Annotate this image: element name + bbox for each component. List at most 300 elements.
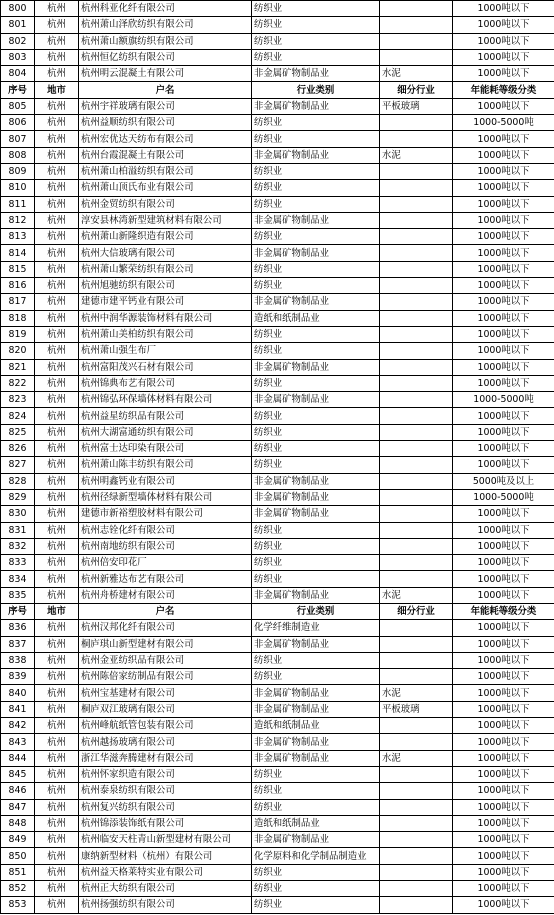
cell-sub-industry: [380, 832, 453, 848]
cell-company-name: 杭州泰泉纺织有限公司: [79, 783, 252, 799]
cell-sub-industry: [380, 864, 453, 880]
cell-city: 杭州: [35, 17, 79, 33]
table-row: [1, 229, 554, 245]
cell-energy-class: 1000吨以下: [453, 147, 554, 163]
cell-sub-industry: [380, 424, 453, 440]
cell-sub-industry: [380, 636, 453, 652]
cell-industry: 化学纤维制造业: [252, 620, 380, 636]
cell-energy-class: 1000吨以下: [453, 49, 554, 65]
cell-energy-class: 1000吨以下: [453, 766, 554, 782]
cell-industry: 纺织业: [252, 441, 380, 457]
cell-industry: 非金属矿物制品业: [252, 294, 380, 310]
cell-city: 杭州: [35, 163, 79, 179]
cell-energy-class: 1000吨以下: [453, 832, 554, 848]
cell-industry: 纺织业: [252, 766, 380, 782]
cell-city: 杭州: [35, 424, 79, 440]
cell-industry: 纺织业: [252, 864, 380, 880]
cell-industry: 非金属矿物制品业: [252, 245, 380, 261]
cell-company-name: 杭州台霞混凝土有限公司: [79, 147, 252, 163]
cell-company-name: 杭州旭驰纺织有限公司: [79, 278, 252, 294]
cell-city: 杭州: [35, 718, 79, 734]
cell-sub-industry: 水泥: [380, 685, 453, 701]
cell-energy-class: 1000吨以下: [453, 815, 554, 831]
cell-industry: 纺织业: [252, 261, 380, 277]
cell-row-number: 809: [1, 163, 35, 179]
cell-sub-industry: 平板玻璃: [380, 98, 453, 114]
cell-company-name: 杭州萧山美柏纺织有限公司: [79, 326, 252, 342]
cell-row-number: 811: [1, 196, 35, 212]
cell-industry: 非金属矿物制品业: [252, 734, 380, 750]
cell-row-number: 830: [1, 506, 35, 522]
cell-city: 杭州: [35, 375, 79, 391]
cell-company-name: 桐庐双江玻璃有限公司: [79, 701, 252, 717]
cell-industry: 非金属矿物制品业: [252, 359, 380, 375]
cell-company-name: 浙江华滋奔腾建材有限公司: [79, 750, 252, 766]
table-row: [1, 718, 554, 734]
cell-energy-class: 1000-5000吨: [453, 489, 554, 505]
table-row: [1, 359, 554, 375]
cell-industry: 非金属矿物制品业: [252, 98, 380, 114]
cell-city: 杭州: [35, 245, 79, 261]
cell-sub-industry: [380, 245, 453, 261]
cell-sub-industry: [380, 1, 453, 17]
cell-row-number: 808: [1, 147, 35, 163]
cell-company-name: 杭州萧山额旗纺织有限公司: [79, 33, 252, 49]
cell-industry: 纺织业: [252, 669, 380, 685]
cell-sub-industry: [380, 408, 453, 424]
table-row: [1, 815, 554, 831]
cell-industry: 纺织业: [252, 783, 380, 799]
cell-row-number: 831: [1, 522, 35, 538]
cell-sub-industry: [380, 33, 453, 49]
cell-sub-industry: [380, 359, 453, 375]
cell-row-number: 848: [1, 815, 35, 831]
cell-company-name: 淳安县林湾新型建筑材料有限公司: [79, 212, 252, 228]
cell-company-name: 杭州正大纺织有限公司: [79, 881, 252, 897]
table-row: [1, 278, 554, 294]
cell-company-name: 杭州锦典布艺有限公司: [79, 375, 252, 391]
cell-sub-industry: [380, 229, 453, 245]
cell-industry: 纺织业: [252, 17, 380, 33]
cell-city: 杭州: [35, 473, 79, 489]
cell-row-number: 815: [1, 261, 35, 277]
table-row: [1, 766, 554, 782]
cell-industry: 纺织业: [252, 196, 380, 212]
cell-company-name: 杭州扬强纺织有限公司: [79, 897, 252, 913]
cell-industry: 非金属矿物制品业: [252, 587, 380, 603]
cell-company-name: 桐庐琪山新型建材有限公司: [79, 636, 252, 652]
table-body: [1, 1, 554, 914]
table-row: [1, 669, 554, 685]
table-row: [1, 538, 554, 554]
cell-industry: 纺织业: [252, 881, 380, 897]
cell-energy-class: 1000吨以下: [453, 261, 554, 277]
table-row: [1, 489, 554, 505]
cell-energy-class: 1000吨以下: [453, 294, 554, 310]
table-row: [1, 1, 554, 17]
header-energy-class: 年能耗等级分类: [453, 82, 554, 98]
cell-sub-industry: [380, 392, 453, 408]
header-city: 地市: [35, 603, 79, 619]
cell-energy-class: 1000吨以下: [453, 424, 554, 440]
cell-city: 杭州: [35, 555, 79, 571]
table-row: [1, 180, 554, 196]
cell-city: 杭州: [35, 229, 79, 245]
cell-company-name: 杭州大信玻璃有限公司: [79, 245, 252, 261]
cell-city: 杭州: [35, 538, 79, 554]
cell-city: 杭州: [35, 131, 79, 147]
cell-row-number: 847: [1, 799, 35, 815]
cell-company-name: 杭州宇祥玻璃有限公司: [79, 98, 252, 114]
cell-sub-industry: [380, 783, 453, 799]
header-city: 地市: [35, 82, 79, 98]
table-row: [1, 652, 554, 668]
table-row: [1, 17, 554, 33]
cell-industry: 纺织业: [252, 424, 380, 440]
cell-energy-class: 1000吨以下: [453, 848, 554, 864]
cell-city: 杭州: [35, 620, 79, 636]
table-row: [1, 343, 554, 359]
cell-company-name: 杭州新雅达布艺有限公司: [79, 571, 252, 587]
cell-company-name: 杭州怀家织造有限公司: [79, 766, 252, 782]
cell-company-name: 杭州临安天柱青山新型建材有限公司: [79, 832, 252, 848]
cell-row-number: 853: [1, 897, 35, 913]
cell-energy-class: 1000吨以下: [453, 326, 554, 342]
cell-energy-class: 1000吨以下: [453, 620, 554, 636]
cell-sub-industry: [380, 115, 453, 131]
header-industry: 行业类别: [252, 603, 380, 619]
cell-sub-industry: 水泥: [380, 587, 453, 603]
cell-city: 杭州: [35, 766, 79, 782]
cell-industry: 纺织业: [252, 799, 380, 815]
table-row: [1, 66, 554, 82]
cell-sub-industry: [380, 766, 453, 782]
cell-city: 杭州: [35, 506, 79, 522]
cell-energy-class: 1000吨以下: [453, 881, 554, 897]
cell-row-number: 843: [1, 734, 35, 750]
cell-row-number: 841: [1, 701, 35, 717]
cell-industry: 纺织业: [252, 375, 380, 391]
cell-energy-class: 1000吨以下: [453, 196, 554, 212]
cell-energy-class: 1000吨以下: [453, 522, 554, 538]
cell-industry: 纺织业: [252, 115, 380, 131]
cell-row-number: 836: [1, 620, 35, 636]
table-row: [1, 261, 554, 277]
cell-industry: 非金属矿物制品业: [252, 701, 380, 717]
cell-company-name: 杭州萧山陈丰纺织有限公司: [79, 457, 252, 473]
table-row: [1, 587, 554, 603]
cell-company-name: 杭州越扬玻璃有限公司: [79, 734, 252, 750]
table-row: [1, 750, 554, 766]
cell-company-name: 杭州锦弘环保墙体材料有限公司: [79, 392, 252, 408]
table-header-row: [1, 82, 554, 98]
cell-city: 杭州: [35, 571, 79, 587]
table-row: [1, 375, 554, 391]
table-row: [1, 701, 554, 717]
table-row: [1, 522, 554, 538]
table-header-row: [1, 603, 554, 619]
cell-sub-industry: 水泥: [380, 147, 453, 163]
cell-sub-industry: [380, 718, 453, 734]
cell-row-number: 817: [1, 294, 35, 310]
cell-row-number: 852: [1, 881, 35, 897]
table-row: [1, 734, 554, 750]
cell-city: 杭州: [35, 685, 79, 701]
cell-company-name: 杭州径绿新型墙体材料有限公司: [79, 489, 252, 505]
cell-sub-industry: [380, 375, 453, 391]
cell-city: 杭州: [35, 98, 79, 114]
cell-sub-industry: [380, 131, 453, 147]
cell-company-name: 杭州富阳茂兴石材有限公司: [79, 359, 252, 375]
cell-industry: 纺织业: [252, 229, 380, 245]
cell-city: 杭州: [35, 294, 79, 310]
cell-city: 杭州: [35, 815, 79, 831]
cell-company-name: 杭州陈倍家纺制品有限公司: [79, 669, 252, 685]
cell-row-number: 822: [1, 375, 35, 391]
cell-industry: 化学原料和化学制品制造业: [252, 848, 380, 864]
cell-energy-class: 1000吨以下: [453, 750, 554, 766]
cell-city: 杭州: [35, 799, 79, 815]
cell-city: 杭州: [35, 441, 79, 457]
cell-row-number: 851: [1, 864, 35, 880]
cell-row-number: 840: [1, 685, 35, 701]
table-row: [1, 506, 554, 522]
cell-industry: 造纸和纸制品业: [252, 815, 380, 831]
cell-row-number: 849: [1, 832, 35, 848]
cell-city: 杭州: [35, 734, 79, 750]
cell-city: 杭州: [35, 848, 79, 864]
cell-sub-industry: [380, 848, 453, 864]
cell-sub-industry: 水泥: [380, 750, 453, 766]
table-row: [1, 897, 554, 913]
header-energy-class: 年能耗等级分类: [453, 603, 554, 619]
cell-energy-class: 5000吨及以上: [453, 473, 554, 489]
cell-company-name: 建德市建平钙业有限公司: [79, 294, 252, 310]
cell-energy-class: 1000吨以下: [453, 98, 554, 114]
cell-city: 杭州: [35, 212, 79, 228]
cell-company-name: 杭州萧山繁荣纺织有限公司: [79, 261, 252, 277]
cell-energy-class: 1000吨以下: [453, 636, 554, 652]
cell-sub-industry: [380, 310, 453, 326]
cell-energy-class: 1000吨以下: [453, 375, 554, 391]
cell-company-name: 杭州萧山顶氏布业有限公司: [79, 180, 252, 196]
cell-company-name: 杭州萧山泽欣纺织有限公司: [79, 17, 252, 33]
cell-row-number: 803: [1, 49, 35, 65]
cell-industry: 纺织业: [252, 555, 380, 571]
cell-company-name: 杭州倍安印花厂: [79, 555, 252, 571]
cell-row-number: 845: [1, 766, 35, 782]
cell-row-number: 828: [1, 473, 35, 489]
cell-row-number: 816: [1, 278, 35, 294]
cell-row-number: 850: [1, 848, 35, 864]
cell-energy-class: 1000吨以下: [453, 587, 554, 603]
cell-company-name: 杭州宝基建材有限公司: [79, 685, 252, 701]
cell-sub-industry: [380, 652, 453, 668]
cell-row-number: 813: [1, 229, 35, 245]
cell-sub-industry: [380, 669, 453, 685]
cell-company-name: 杭州宏优达天纺布有限公司: [79, 131, 252, 147]
cell-company-name: 建德市新裕塑胶材料有限公司: [79, 506, 252, 522]
cell-energy-class: 1000吨以下: [453, 310, 554, 326]
cell-energy-class: 1000吨以下: [453, 718, 554, 734]
cell-company-name: 杭州中润华源装饰材料有限公司: [79, 310, 252, 326]
cell-row-number: 824: [1, 408, 35, 424]
cell-sub-industry: 平板玻璃: [380, 701, 453, 717]
cell-row-number: 820: [1, 343, 35, 359]
table-row: [1, 212, 554, 228]
cell-row-number: 846: [1, 783, 35, 799]
cell-company-name: 杭州富士达印染有限公司: [79, 441, 252, 457]
cell-city: 杭州: [35, 783, 79, 799]
cell-industry: 非金属矿物制品业: [252, 489, 380, 505]
cell-company-name: 杭州萧山柏溢纺织有限公司: [79, 163, 252, 179]
cell-city: 杭州: [35, 261, 79, 277]
cell-city: 杭州: [35, 310, 79, 326]
cell-company-name: 杭州益顺纺织有限公司: [79, 115, 252, 131]
cell-row-number: 819: [1, 326, 35, 342]
cell-row-number: 801: [1, 17, 35, 33]
cell-city: 杭州: [35, 33, 79, 49]
cell-city: 杭州: [35, 897, 79, 913]
cell-sub-industry: [380, 441, 453, 457]
header-row-number: 序号: [1, 603, 35, 619]
cell-city: 杭州: [35, 457, 79, 473]
cell-row-number: 821: [1, 359, 35, 375]
cell-row-number: 818: [1, 310, 35, 326]
cell-energy-class: 1000吨以下: [453, 180, 554, 196]
cell-row-number: 827: [1, 457, 35, 473]
cell-city: 杭州: [35, 326, 79, 342]
cell-energy-class: 1000吨以下: [453, 17, 554, 33]
table-row: [1, 163, 554, 179]
cell-row-number: 842: [1, 718, 35, 734]
cell-energy-class: 1000吨以下: [453, 278, 554, 294]
table-row: [1, 408, 554, 424]
header-sub-industry: 细分行业: [380, 82, 453, 98]
cell-city: 杭州: [35, 66, 79, 82]
cell-company-name: 杭州明云混凝土有限公司: [79, 66, 252, 82]
cell-sub-industry: [380, 522, 453, 538]
cell-row-number: 802: [1, 33, 35, 49]
cell-city: 杭州: [35, 881, 79, 897]
cell-company-name: 杭州益天格莱特实业有限公司: [79, 864, 252, 880]
cell-energy-class: 1000-5000吨: [453, 115, 554, 131]
cell-sub-industry: [380, 538, 453, 554]
cell-industry: 非金属矿物制品业: [252, 212, 380, 228]
cell-row-number: 833: [1, 555, 35, 571]
cell-sub-industry: [380, 261, 453, 277]
cell-company-name: 杭州益星纺织品有限公司: [79, 408, 252, 424]
table-row: [1, 196, 554, 212]
cell-company-name: 杭州恒亿纺织有限公司: [79, 49, 252, 65]
cell-company-name: 杭州萧山强生布厂: [79, 343, 252, 359]
table-row: [1, 457, 554, 473]
cell-row-number: 838: [1, 652, 35, 668]
cell-sub-industry: [380, 196, 453, 212]
cell-city: 杭州: [35, 49, 79, 65]
cell-industry: 纺织业: [252, 457, 380, 473]
table-row: [1, 33, 554, 49]
cell-industry: 纺织业: [252, 163, 380, 179]
cell-city: 杭州: [35, 587, 79, 603]
header-company-name: 户名: [79, 603, 252, 619]
cell-city: 杭州: [35, 652, 79, 668]
cell-city: 杭州: [35, 115, 79, 131]
cell-company-name: 杭州金亚纺织品有限公司: [79, 652, 252, 668]
cell-company-name: 杭州金贸纺织有限公司: [79, 196, 252, 212]
cell-sub-industry: [380, 326, 453, 342]
cell-industry: 纺织业: [252, 326, 380, 342]
cell-city: 杭州: [35, 1, 79, 17]
header-sub-industry: 细分行业: [380, 603, 453, 619]
table-row: [1, 864, 554, 880]
cell-energy-class: 1000-5000吨: [453, 392, 554, 408]
cell-company-name: 杭州锦添装饰纸有限公司: [79, 815, 252, 831]
table-row: [1, 555, 554, 571]
cell-energy-class: 1000吨以下: [453, 701, 554, 717]
cell-city: 杭州: [35, 750, 79, 766]
cell-row-number: 810: [1, 180, 35, 196]
table-row: [1, 881, 554, 897]
header-industry: 行业类别: [252, 82, 380, 98]
cell-city: 杭州: [35, 489, 79, 505]
cell-row-number: 835: [1, 587, 35, 603]
cell-energy-class: 1000吨以下: [453, 783, 554, 799]
cell-industry: 非金属矿物制品业: [252, 473, 380, 489]
cell-row-number: 806: [1, 115, 35, 131]
cell-energy-class: 1000吨以下: [453, 441, 554, 457]
cell-energy-class: 1000吨以下: [453, 555, 554, 571]
cell-sub-industry: [380, 17, 453, 33]
table-row: [1, 848, 554, 864]
cell-city: 杭州: [35, 359, 79, 375]
cell-city: 杭州: [35, 343, 79, 359]
cell-row-number: 829: [1, 489, 35, 505]
table-row: [1, 571, 554, 587]
cell-company-name: 杭州汉邦化纤有限公司: [79, 620, 252, 636]
cell-energy-class: 1000吨以下: [453, 457, 554, 473]
cell-energy-class: 1000吨以下: [453, 163, 554, 179]
cell-industry: 纺织业: [252, 652, 380, 668]
cell-energy-class: 1000吨以下: [453, 343, 554, 359]
cell-company-name: 杭州峰航纸管包装有限公司: [79, 718, 252, 734]
cell-energy-class: 1000吨以下: [453, 897, 554, 913]
cell-sub-industry: [380, 457, 453, 473]
cell-row-number: 812: [1, 212, 35, 228]
table-row: [1, 245, 554, 261]
cell-industry: 造纸和纸制品业: [252, 718, 380, 734]
cell-sub-industry: [380, 506, 453, 522]
cell-energy-class: 1000吨以下: [453, 359, 554, 375]
cell-energy-class: 1000吨以下: [453, 33, 554, 49]
cell-company-name: 杭州舟桥建材有限公司: [79, 587, 252, 603]
table-row: [1, 441, 554, 457]
table-row: [1, 294, 554, 310]
cell-energy-class: 1000吨以下: [453, 229, 554, 245]
cell-row-number: 804: [1, 66, 35, 82]
cell-row-number: 814: [1, 245, 35, 261]
cell-industry: 非金属矿物制品业: [252, 685, 380, 701]
table-row: [1, 392, 554, 408]
cell-industry: 纺织业: [252, 897, 380, 913]
cell-sub-industry: [380, 897, 453, 913]
cell-industry: 非金属矿物制品业: [252, 392, 380, 408]
cell-industry: 非金属矿物制品业: [252, 66, 380, 82]
cell-energy-class: 1000吨以下: [453, 408, 554, 424]
cell-company-name: 杭州萧山新隆织造有限公司: [79, 229, 252, 245]
cell-row-number: 807: [1, 131, 35, 147]
cell-city: 杭州: [35, 864, 79, 880]
